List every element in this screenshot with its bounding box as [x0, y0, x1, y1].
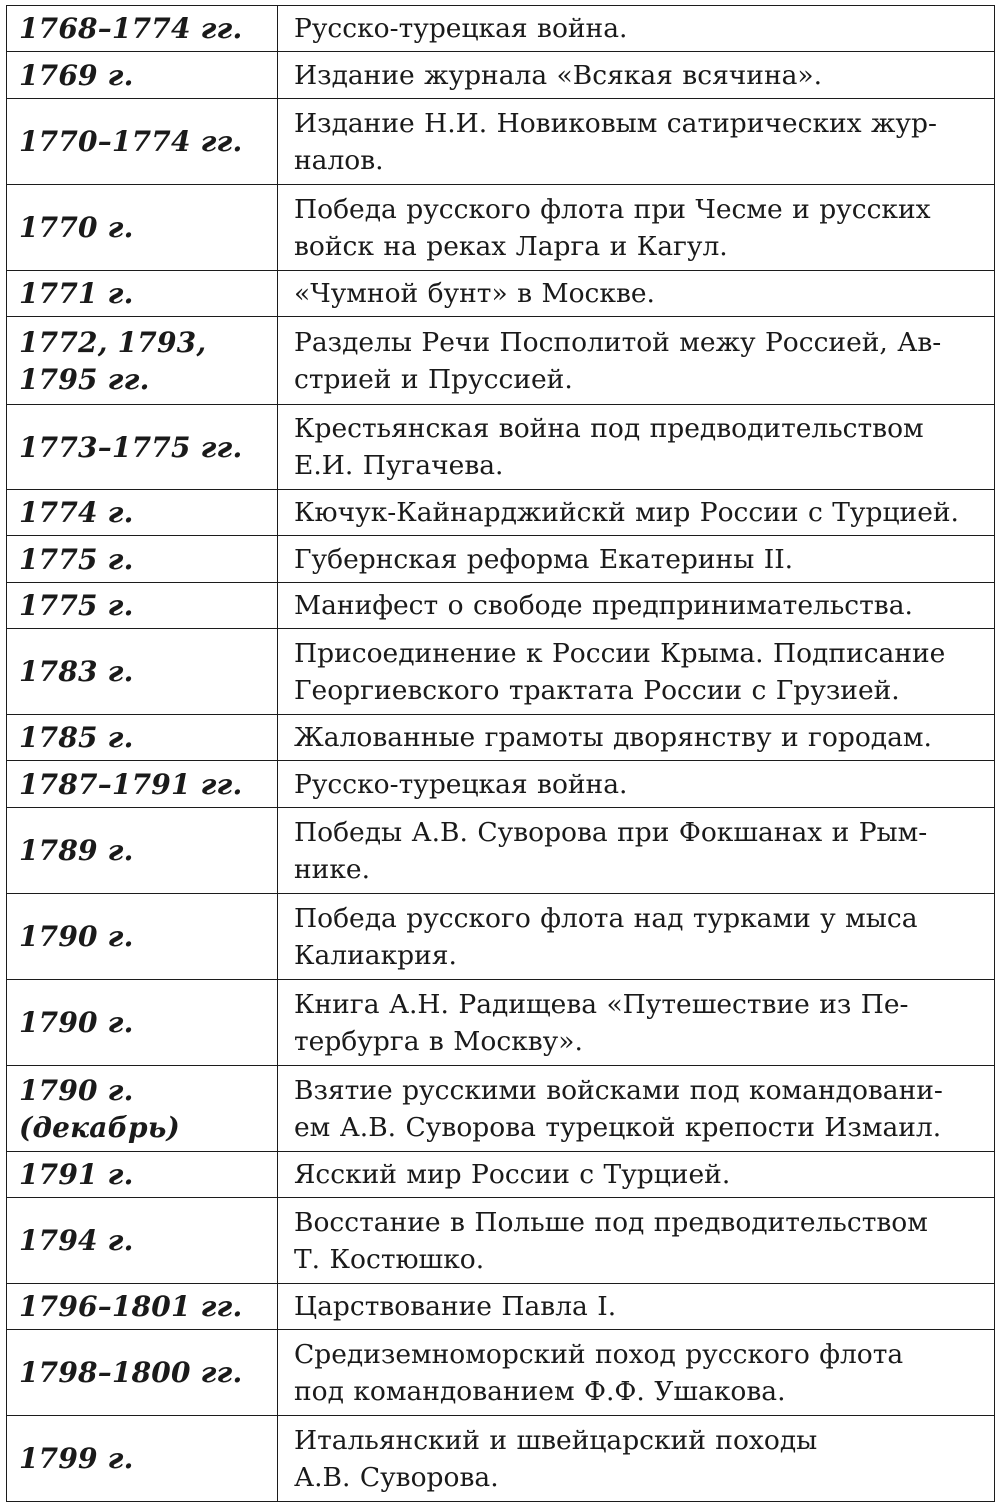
table-row	[7, 980, 995, 1066]
chronology-table-body	[7, 6, 995, 1502]
event-cell: «Чумной бунт» в Москве.	[278, 271, 995, 317]
table-row	[7, 1198, 995, 1284]
event-cell: Жалованные грамоты дворянству и городам.	[278, 715, 995, 761]
date-cell: 1799 г.	[7, 1416, 278, 1502]
date-cell: 1789 г.	[7, 808, 278, 894]
date-cell: 1772, 1793, 1795 гг.	[7, 317, 278, 405]
table-row	[7, 715, 995, 761]
date-cell: 1769 г.	[7, 52, 278, 99]
event-cell: Средиземноморский поход русского флота под командованием Ф.Ф. Ушакова.	[278, 1330, 995, 1416]
table-row	[7, 808, 995, 894]
table-row	[7, 629, 995, 715]
table-row	[7, 761, 995, 808]
event-cell: Разделы Речи Посполитой межу Россией, Ав- стрией и Пруссией.	[278, 317, 995, 405]
date-cell: 1774 г.	[7, 490, 278, 536]
event-cell: Итальянский и швейцарский походы А.В. Суворова.	[278, 1416, 995, 1502]
event-cell: Царствование Павла I.	[278, 1284, 995, 1330]
date-cell: 1775 г.	[7, 583, 278, 629]
date-cell: 1790 г.	[7, 894, 278, 980]
date-cell: 1775 г.	[7, 536, 278, 583]
event-cell: Победа русского флота над турками у мыса Калиакрия.	[278, 894, 995, 980]
chronology-table	[6, 5, 995, 1502]
date-cell: 1770 г.	[7, 185, 278, 271]
event-cell: Книга А.Н. Радищева «Путешествие из Пе- тербурга в Москву».	[278, 980, 995, 1066]
date-cell: 1773–1775 гг.	[7, 405, 278, 490]
table-row	[7, 317, 995, 405]
table-row	[7, 536, 995, 583]
event-cell: Восстание в Польше под предводительством Т. Костюшко.	[278, 1198, 995, 1284]
date-cell: 1770–1774 гг.	[7, 99, 278, 185]
table-row	[7, 1152, 995, 1198]
date-cell: 1798–1800 гг.	[7, 1330, 278, 1416]
table-row	[7, 1066, 995, 1152]
date-cell: 1790 г.	[7, 980, 278, 1066]
table-row	[7, 405, 995, 490]
event-cell: Губернская реформа Екатерины II.	[278, 536, 995, 583]
date-cell: 1796–1801 гг.	[7, 1284, 278, 1330]
table-row	[7, 1416, 995, 1502]
event-cell: Присоединение к России Крыма. Подписание Георгиевского трактата России с Грузией.	[278, 629, 995, 715]
table-row	[7, 99, 995, 185]
date-cell: 1790 г. (декабрь)	[7, 1066, 278, 1152]
table-row	[7, 583, 995, 629]
date-cell: 1785 г.	[7, 715, 278, 761]
table-row	[7, 6, 995, 52]
table-row	[7, 1284, 995, 1330]
date-cell: 1783 г.	[7, 629, 278, 715]
table-row	[7, 1330, 995, 1416]
table-row	[7, 185, 995, 271]
event-cell: Манифест о свободе предпринимательства.	[278, 583, 995, 629]
event-cell: Издание Н.И. Новиковым сатирических жур- налов.	[278, 99, 995, 185]
event-cell: Русско-турецкая война.	[278, 6, 995, 52]
event-cell: Победы А.В. Суворова при Фокшанах и Рым- нике.	[278, 808, 995, 894]
event-cell: Русско-турецкая война.	[278, 761, 995, 808]
table-row	[7, 894, 995, 980]
event-cell: Кючук-Кайнарджийскй мир России с Турцией.	[278, 490, 995, 536]
event-cell: Крестьянская война под предводительством Е.И. Пугачева.	[278, 405, 995, 490]
date-cell: 1771 г.	[7, 271, 278, 317]
date-cell: 1768–1774 гг.	[7, 6, 278, 52]
date-cell: 1794 г.	[7, 1198, 278, 1284]
event-cell: Ясский мир России с Турцией.	[278, 1152, 995, 1198]
table-row	[7, 271, 995, 317]
date-cell: 1791 г.	[7, 1152, 278, 1198]
date-cell: 1787–1791 гг.	[7, 761, 278, 808]
table-row	[7, 490, 995, 536]
table-row	[7, 52, 995, 99]
event-cell: Взятие русскими войсками под командовани- ем А.В. Суворова турецкой крепости Измаил.	[278, 1066, 995, 1152]
event-cell: Победа русского флота при Чесме и русских войск на реках Ларга и Кагул.	[278, 185, 995, 271]
event-cell: Издание журнала «Всякая всячина».	[278, 52, 995, 99]
